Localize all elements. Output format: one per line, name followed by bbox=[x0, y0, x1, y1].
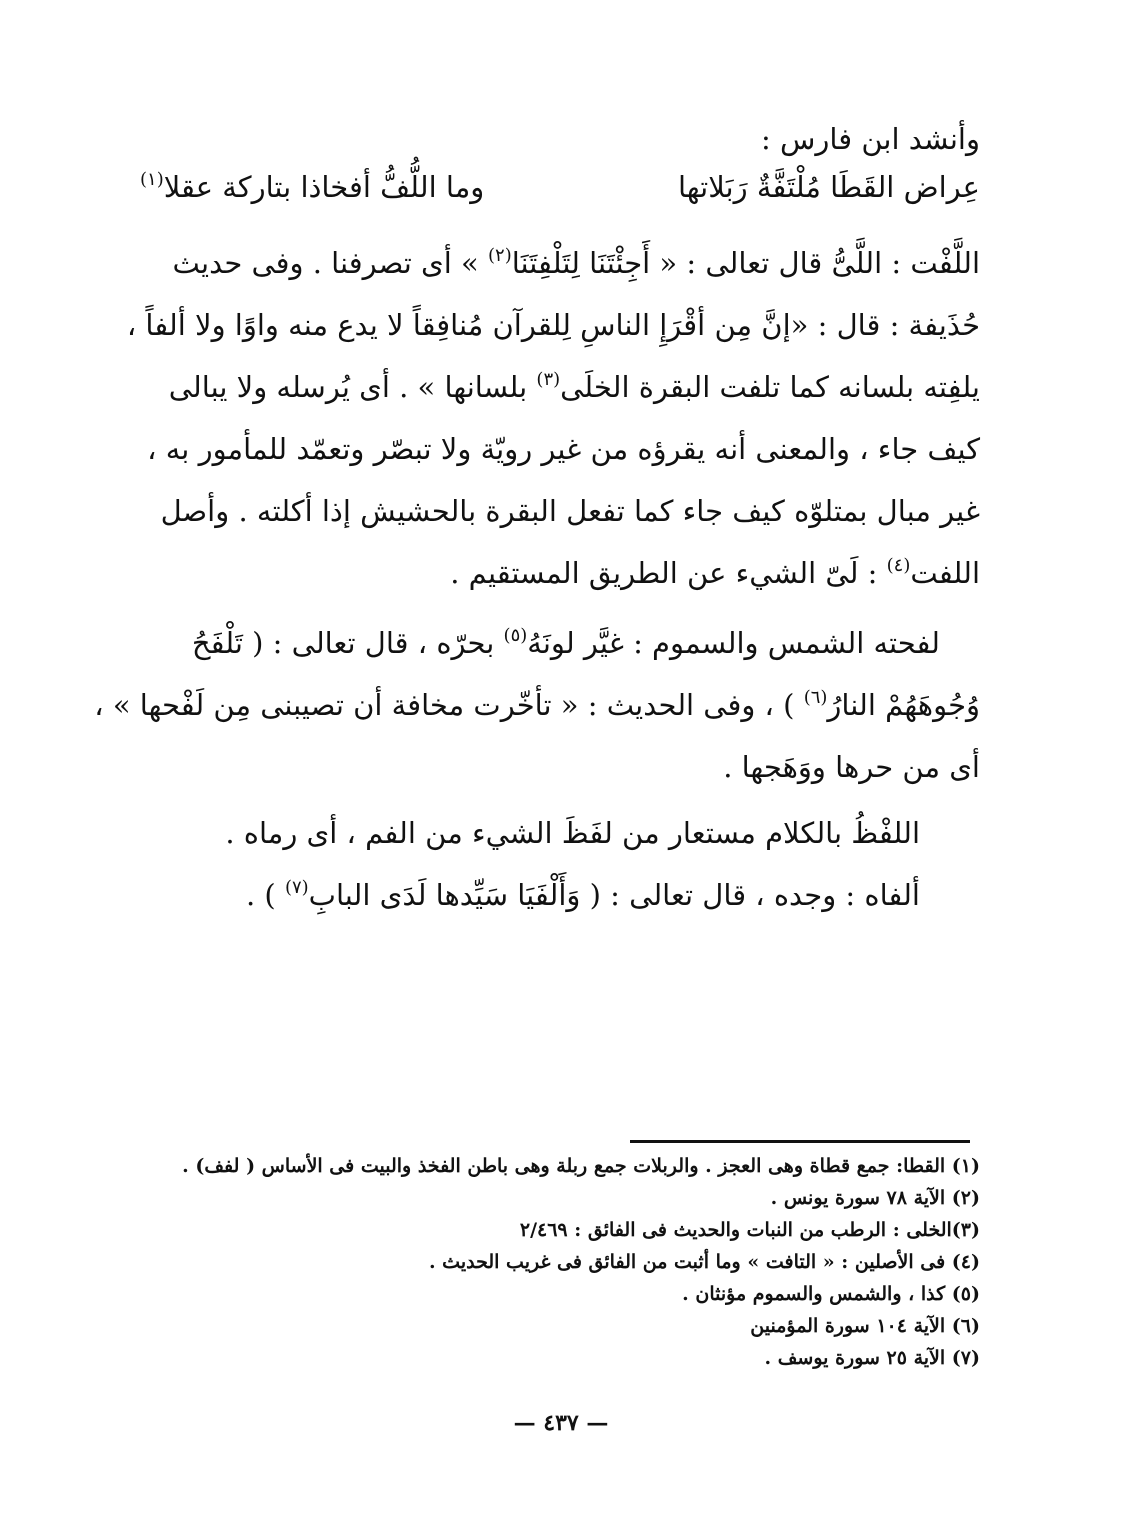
footnote-mark: (٧) bbox=[284, 877, 309, 898]
body-line bbox=[94, 674, 980, 736]
footnote-item: (٦) الآية ١٠٤ سورة المؤمنين bbox=[750, 1315, 980, 1337]
intro-line: وأنشد ابن فارس : bbox=[761, 122, 980, 156]
footnote-item: (٥) كذا ، والشمس والسموم مؤنثان . bbox=[682, 1283, 980, 1305]
body-line-text: حُذَيفة : قال : «إنَّ مِن أقْرَإِ الناسِ لِلقرآن مُنافِقاً لا يدع منه واوًا ولا ألفاً ، bbox=[126, 308, 980, 342]
footnote-mark: (١) bbox=[140, 169, 164, 190]
body-line bbox=[169, 356, 980, 418]
body-line-text: غير مبال بمتلوّه كيف جاء كما تفعل البقرة بالحشيش إذا أكلته . وأصل bbox=[160, 494, 980, 528]
verse-second-text: وما اللُّفُّ أفخاذا بتاركة عقلا bbox=[163, 170, 485, 204]
verse-second-hemistich bbox=[140, 170, 484, 204]
body-line bbox=[147, 418, 980, 480]
footnote-mark: (٢) bbox=[487, 245, 512, 266]
body-line-text: لفحته الشمس والسموم : غيَّر لونَهُ bbox=[527, 626, 940, 660]
body-line-text: يلفِته بلسانه كما تلفت البقرة الخلَى bbox=[560, 370, 980, 404]
body-line-continuation: بحرّه ، قال تعالى : ( تَلْفَحُ bbox=[191, 626, 495, 660]
footnotes-block bbox=[160, 1155, 980, 1415]
footnote-item: (٧) الآية ٢٥ سورة يوسف . bbox=[764, 1347, 980, 1369]
footnote-mark: (٥) bbox=[503, 625, 528, 646]
body-line bbox=[246, 864, 920, 926]
verse-first-hemistich: عِراض القَطَا مُلْتَفَّةٌ رَبَلاتها bbox=[677, 170, 980, 204]
body-line-text: اللَّفْت : اللَّىُّ قال تعالى : « أَجِئْتَنَا لِتَلْفِتَنَا bbox=[511, 246, 980, 280]
poetry-verse bbox=[140, 170, 980, 220]
body-text-block bbox=[110, 108, 980, 158]
footnote-item: (٣)الخلى : الرطب من النبات والحديث فى الفائق : ٢/٤٦٩ bbox=[519, 1219, 980, 1241]
footnote-item: (٤) فى الأصلين : « التافت » وما أثبت من الفائق فى غريب الحديث . bbox=[428, 1251, 980, 1273]
body-line-continuation: ) ، وفى الحديث : « تأخّرت مخافة أن تصيبنى مِن لَفْحها » ، bbox=[94, 688, 795, 722]
body-line bbox=[161, 480, 980, 542]
footnote-mark: (٤) bbox=[886, 555, 911, 576]
footnote-mark: (٦) bbox=[803, 687, 828, 708]
body-line-text: اللفت bbox=[910, 556, 980, 590]
main-paragraphs bbox=[94, 232, 980, 932]
body-line-text: وُجُوهَهُمْ النارُ bbox=[827, 688, 980, 722]
body-line-text: أى من حرها ووَهَجها . bbox=[723, 750, 980, 784]
page-number: — ٤٣٧ — bbox=[513, 1410, 609, 1436]
body-line bbox=[173, 232, 980, 294]
footnote-separator-rule bbox=[630, 1140, 970, 1143]
footnote-mark: (٣) bbox=[536, 369, 561, 390]
body-line bbox=[450, 542, 980, 604]
body-line-text: اللفْظُ بالكلام مستعار من لفَظَ الشيء من الفم ، أى رماه . bbox=[225, 816, 920, 850]
footnote-item: (١) القطا: جمع قطاة وهى العجز . والربلات جمع ربلة وهى باطن الفخذ والبيت فى الأساس ( لفف) . bbox=[182, 1155, 980, 1177]
footnote-item: (٢) الآية ٧٨ سورة يونس . bbox=[770, 1187, 980, 1209]
body-line-text: ألفاه : وجده ، قال تعالى : ( وَأَلْفَيَا سَيِّدها لَدَى البابِ bbox=[308, 878, 920, 912]
body-line-continuation: بلسانها » . أى يُرسله ولا يبالى bbox=[168, 370, 528, 404]
body-line-continuation: ) . bbox=[245, 878, 276, 912]
body-line-text: كيف جاء ، والمعنى أنه يقرؤه من غير رويّة ولا تبصّر وتعمّد للمأمور به ، bbox=[147, 432, 980, 466]
body-line bbox=[225, 802, 920, 864]
body-line-continuation: : لَىّ الشيء عن الطريق المستقيم . bbox=[450, 556, 878, 590]
body-line bbox=[192, 612, 940, 674]
body-line-continuation: » أى تصرفنا . وفى حديث bbox=[172, 246, 479, 280]
body-line bbox=[723, 736, 980, 798]
body-line bbox=[127, 294, 980, 356]
